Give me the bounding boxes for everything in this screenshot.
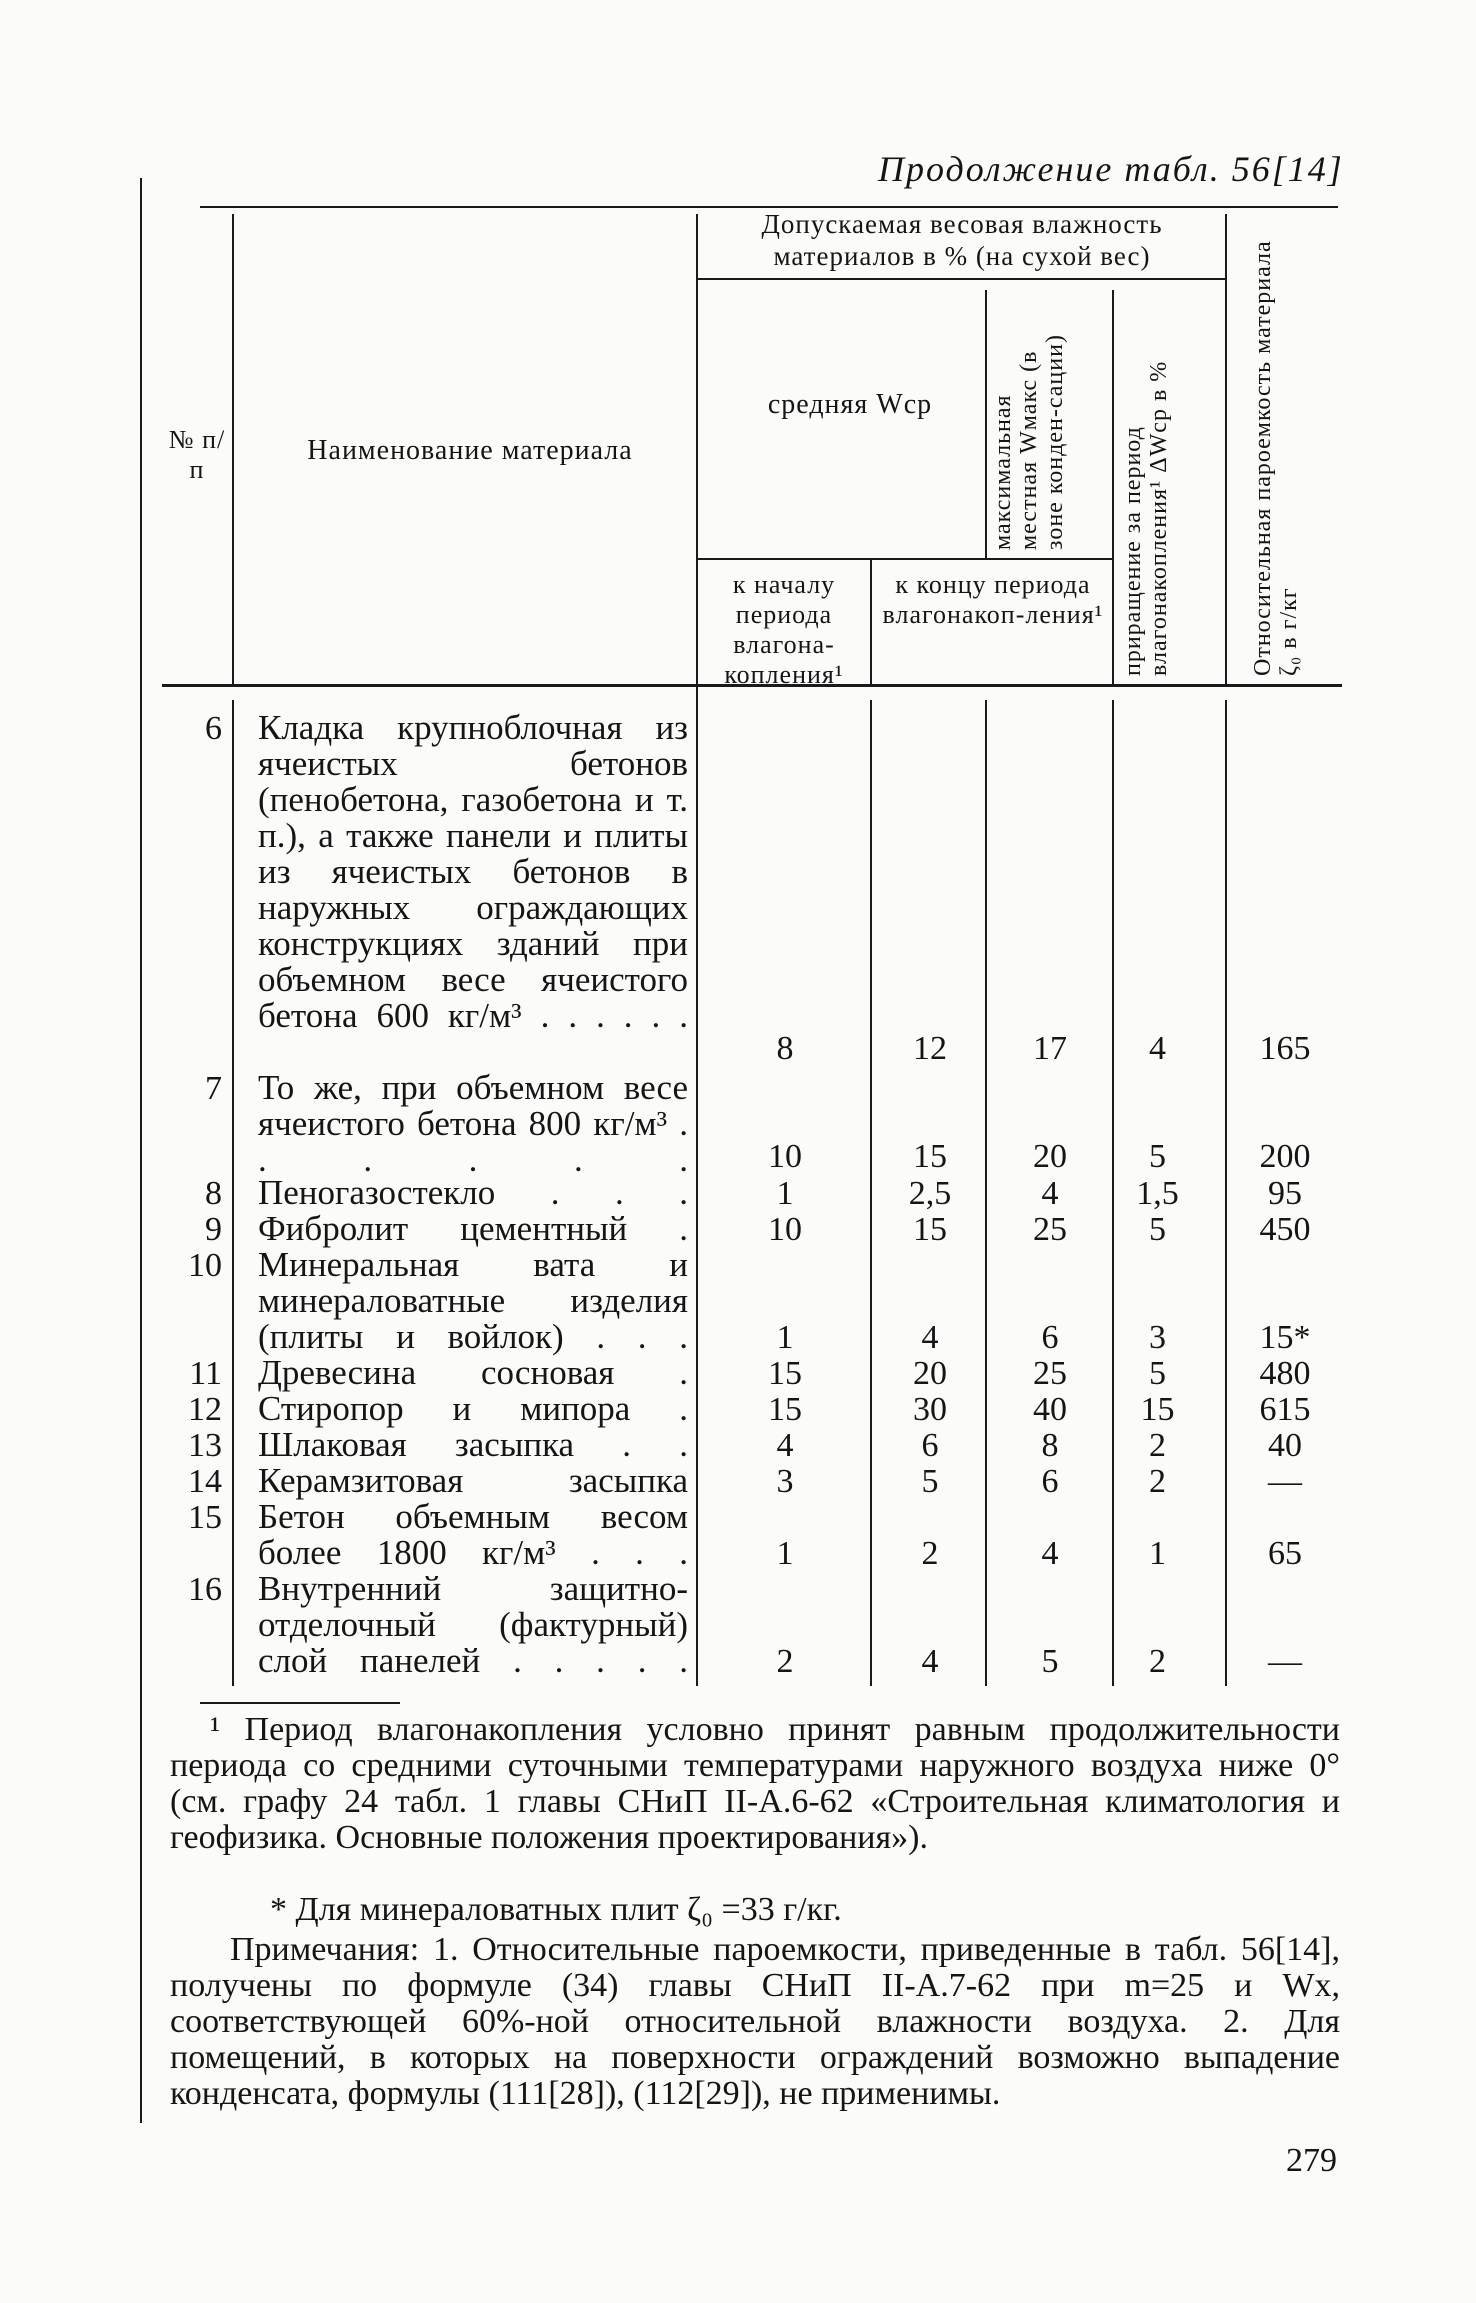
header-no: № п/п bbox=[168, 425, 226, 484]
header-avg: средняя Wср bbox=[767, 389, 933, 420]
margin-rule bbox=[140, 178, 142, 2123]
value-vapor-capacity: — bbox=[1268, 1643, 1302, 1680]
material-name: Шлаковая засыпка . . bbox=[258, 1425, 688, 1464]
material-name: Древесина сосновая . bbox=[258, 1353, 688, 1392]
header-group: Допускаемая весовая влажность материалов в % (на сухой вес) bbox=[761, 209, 1163, 271]
value-increment: 2 bbox=[1149, 1463, 1166, 1500]
value-max: 5 bbox=[1041, 1643, 1059, 1680]
remarks: Примечания: 1. Относительные пароемкости, приведенные в табл. 56[14], получены по формуле (34) главы СНиП II-А.7-62 при m=25 и Wx, соответствующей 60%-ной относительной влажности воздуха. 2. Для помещений, в которых на поверхности ограждений возможно выпадение конденсата, формулы (111[28]), (112[29]), не применимы. bbox=[170, 1931, 1340, 2112]
group-rule bbox=[698, 278, 1226, 280]
value-start: 8 bbox=[776, 1030, 794, 1067]
value-vapor-capacity: 480 bbox=[1259, 1355, 1311, 1392]
table-continuation-caption: Продолжение табл. 56[14] bbox=[878, 149, 1344, 189]
material-name: То же, при объемном весе ячеистого бетона 800 кг/м³ . . . . . . bbox=[258, 1068, 688, 1179]
value-end: 5 bbox=[921, 1463, 939, 1500]
value-max: 40 bbox=[1033, 1391, 1067, 1428]
value-vapor-capacity: 65 bbox=[1268, 1535, 1302, 1572]
row-number: 8 bbox=[205, 1175, 222, 1212]
value-start: 1 bbox=[776, 1319, 794, 1356]
footnote-period: ¹ Период влагонакопления условно принят равным продолжительности периода со средними суточными температурами наружного воздуха ниже 0° (см. графу 24 табл. 1 главы СНиП II-А.6-62 «Строительная климатология и геофизика. Основные положения проектирования»). bbox=[170, 1711, 1340, 1856]
header-incr: приращение за период влагонакопления¹ ΔWср в % bbox=[1120, 360, 1172, 676]
header-max: максимальная местная Wмакс (в зоне конден-сации) bbox=[990, 334, 1068, 550]
value-end: 12 bbox=[913, 1030, 947, 1067]
row-number: 14 bbox=[188, 1463, 222, 1500]
value-end: 6 bbox=[921, 1427, 939, 1464]
value-vapor-capacity: 450 bbox=[1259, 1211, 1311, 1248]
material-name: Внутренний защитно-отделочный (фактурный) слой панелей . . . . . bbox=[258, 1569, 688, 1680]
row-number: 6 bbox=[205, 710, 222, 747]
value-increment: 15 bbox=[1140, 1391, 1175, 1428]
value-vapor-capacity: — bbox=[1268, 1463, 1302, 1500]
value-start: 15 bbox=[768, 1355, 802, 1392]
value-end: 20 bbox=[913, 1355, 947, 1392]
value-max: 25 bbox=[1033, 1211, 1067, 1248]
row-number: 15 bbox=[188, 1499, 222, 1536]
value-increment: 1 bbox=[1149, 1535, 1166, 1572]
value-end: 4 bbox=[921, 1643, 939, 1680]
value-end: 15 bbox=[913, 1211, 947, 1248]
value-increment: 2 bbox=[1149, 1427, 1166, 1464]
value-start: 4 bbox=[776, 1427, 794, 1464]
value-max: 8 bbox=[1041, 1427, 1059, 1464]
footnote-rule bbox=[200, 1702, 400, 1704]
row-number: 7 bbox=[205, 1070, 222, 1107]
value-increment: 5 bbox=[1149, 1138, 1166, 1175]
col-rule bbox=[1225, 214, 1227, 684]
header-end: к концу периода влагонакоп-ления¹ bbox=[882, 570, 1104, 629]
row-number: 12 bbox=[188, 1391, 222, 1428]
value-vapor-capacity: 615 bbox=[1259, 1391, 1311, 1428]
col-rule bbox=[1112, 290, 1114, 684]
value-increment: 5 bbox=[1149, 1211, 1166, 1248]
value-vapor-capacity: 15* bbox=[1259, 1319, 1311, 1356]
col-rule bbox=[232, 700, 234, 1686]
value-max: 4 bbox=[1041, 1175, 1059, 1212]
value-max: 6 bbox=[1041, 1463, 1059, 1500]
material-name: Бетон объемным весом более 1800 кг/м³ . . . bbox=[258, 1497, 688, 1572]
row-number: 16 bbox=[188, 1571, 222, 1608]
header-name: Наименование материала bbox=[307, 435, 633, 466]
header-rel: Относительная пароемкость материала ζ₀ в г/кг bbox=[1250, 240, 1302, 676]
value-max: 6 bbox=[1041, 1319, 1059, 1356]
col-rule bbox=[232, 214, 234, 684]
material-name: Минеральная вата и минераловатные изделия (плиты и войлок) . . . bbox=[258, 1245, 688, 1356]
row-number: 10 bbox=[188, 1247, 222, 1284]
value-start: 15 bbox=[768, 1391, 802, 1428]
value-increment: 2 bbox=[1149, 1643, 1166, 1680]
value-increment: 4 bbox=[1149, 1030, 1166, 1067]
value-end: 15 bbox=[913, 1138, 947, 1175]
material-name: Пеногазостекло . . . bbox=[258, 1173, 688, 1212]
value-start: 2 bbox=[776, 1643, 794, 1680]
page-number: 279 bbox=[1286, 2142, 1337, 2179]
row-number: 11 bbox=[189, 1355, 222, 1392]
material-name: Стиропор и мипора . bbox=[258, 1389, 688, 1428]
footnote-star: * Для минераловатных плит ζ₀ =33 г/кг. bbox=[270, 1891, 842, 1928]
row-number: 13 bbox=[188, 1427, 222, 1464]
header-start: к началу периода влагона-копления¹ bbox=[724, 570, 844, 689]
value-start: 10 bbox=[768, 1138, 802, 1175]
value-start: 10 bbox=[768, 1211, 802, 1248]
col-rule bbox=[870, 560, 872, 684]
value-increment: 1,5 bbox=[1136, 1175, 1179, 1212]
value-vapor-capacity: 95 bbox=[1268, 1175, 1302, 1212]
value-vapor-capacity: 40 bbox=[1268, 1427, 1302, 1464]
value-increment: 3 bbox=[1149, 1319, 1166, 1356]
value-increment: 5 bbox=[1149, 1355, 1166, 1392]
value-end: 2 bbox=[921, 1535, 939, 1572]
value-end: 2,5 bbox=[908, 1175, 952, 1212]
value-start: 1 bbox=[776, 1535, 794, 1572]
value-start: 3 bbox=[776, 1463, 794, 1500]
col-rule bbox=[985, 290, 987, 560]
value-max: 20 bbox=[1033, 1138, 1067, 1175]
value-end: 4 bbox=[921, 1319, 939, 1356]
value-max: 25 bbox=[1033, 1355, 1067, 1392]
value-start: 1 bbox=[776, 1175, 794, 1212]
col-rule bbox=[696, 214, 698, 1686]
value-vapor-capacity: 200 bbox=[1259, 1138, 1311, 1175]
value-vapor-capacity: 165 bbox=[1259, 1030, 1311, 1067]
material-name: Фибролит цементный . bbox=[258, 1209, 688, 1248]
material-name: Кладка крупноблочная из ячеистых бетонов (пенобетона, газобетона и т. п.), а также панели и плиты из ячеистых бетонов в наружных ограждающих конструкциях зданий при объемном весе ячеистого бетона 600 кг/м³ . . . . . . bbox=[258, 708, 688, 1035]
row-number: 9 bbox=[205, 1211, 222, 1248]
value-end: 30 bbox=[913, 1391, 947, 1428]
value-max: 17 bbox=[1033, 1030, 1067, 1067]
material-name: Керамзитовая засыпка bbox=[258, 1461, 688, 1500]
value-max: 4 bbox=[1041, 1535, 1059, 1572]
subgroup-rule bbox=[698, 558, 1114, 560]
